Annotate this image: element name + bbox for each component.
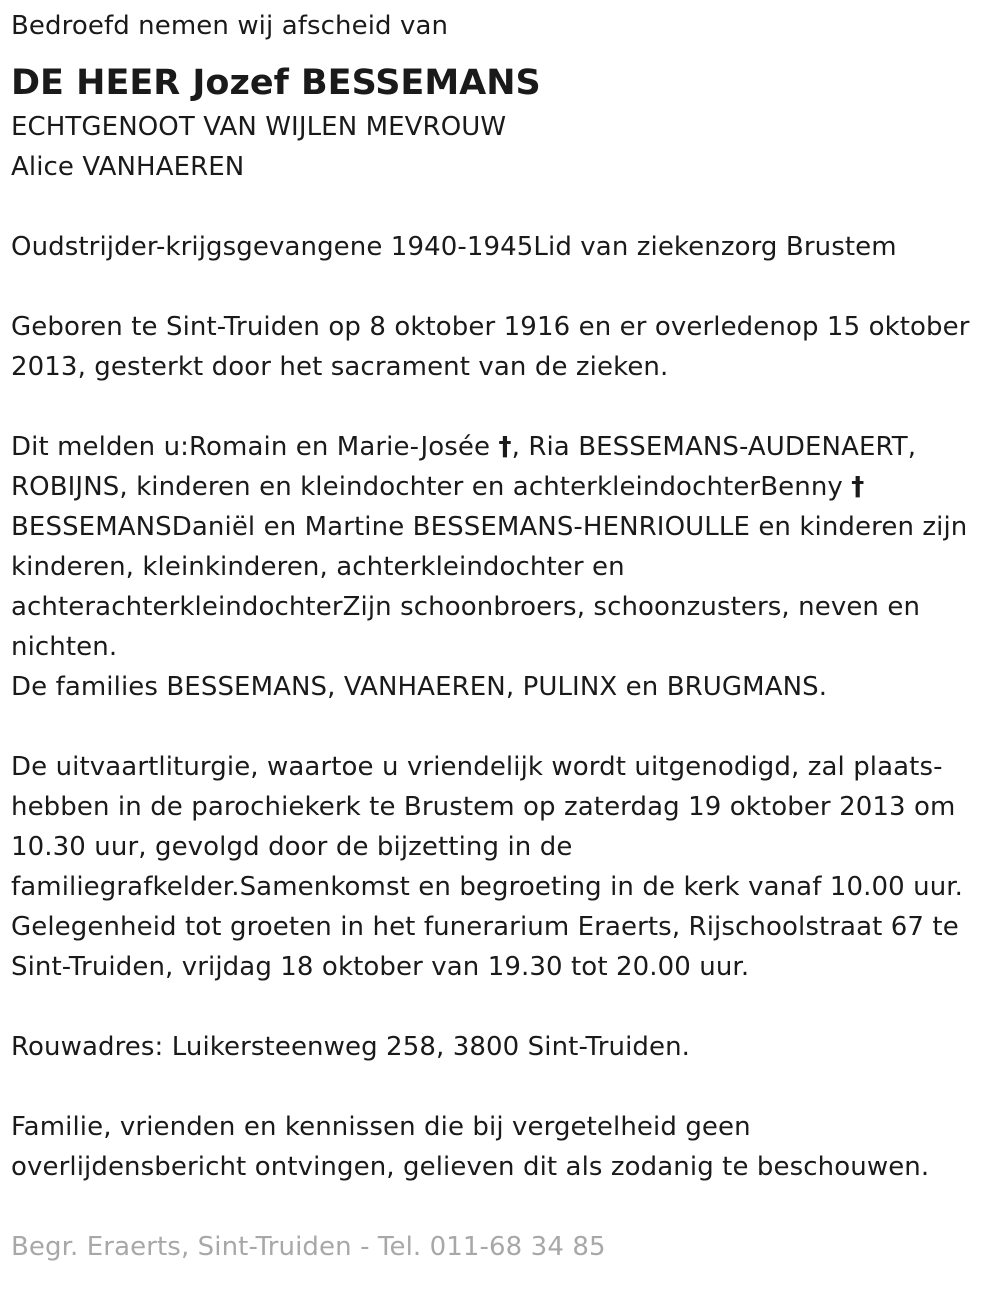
notice-line: Familie, vrienden en kennissen die bij vergetelheid geen <box>11 1112 751 1142</box>
announcement-line: kinderen, kleinkinderen, achterkleindochter en <box>11 552 625 582</box>
funeral-line: familiegrafkelder.Samenkomst en begroeting in de kerk vanaf 10.00 uur. <box>11 872 964 902</box>
spacer <box>11 987 991 1027</box>
spacer <box>11 1067 991 1107</box>
spouse-line-1: ECHTGENOOT VAN WIJLEN MEVROUW <box>11 112 507 142</box>
funeral-line: Gelegenheid tot groeten in het funerarium Eraerts, Rijschoolstraat 67 te <box>11 912 959 942</box>
funeral-line: hebben in de parochiekerk te Brustem op zaterdag 19 oktober 2013 om <box>11 792 956 822</box>
spacer <box>11 267 991 307</box>
announcement-text: ROBIJNS, kinderen en kleindochter en achterkleindochterBenny <box>11 472 852 502</box>
spacer <box>11 387 991 427</box>
announcement-line: achterachterkleindochterZijn schoonbroers, schoonzusters, neven en <box>11 592 921 622</box>
funeral-home-footer: Begr. Eraerts, Sint-Truiden - Tel. 011-68 34 85 <box>11 1232 606 1262</box>
notice-paragraph <box>11 1107 991 1187</box>
cross-icon: † <box>851 472 865 502</box>
funeral-line: Sint-Truiden, vrijdag 18 oktober van 19.30 tot 20.00 uur. <box>11 952 750 982</box>
funeral-line: 10.30 uur, gevolgd door de bijzetting in de <box>11 832 573 862</box>
announcement-line <box>11 467 991 507</box>
birth-paragraph <box>11 307 991 387</box>
obituary <box>11 6 991 1267</box>
funeral-line: De uitvaartliturgie, waartoe u vriendelijk wordt uitgenodigd, zal plaats- <box>11 752 943 782</box>
mourning-address: Rouwadres: Luikersteenweg 258, 3800 Sint-Truiden. <box>11 1032 691 1062</box>
spouse-line-2: Alice VANHAEREN <box>11 152 245 182</box>
funeral-paragraph <box>11 747 991 987</box>
announcement-line <box>11 427 991 467</box>
birth-line: Geboren te Sint-Truiden op 8 oktober 1916 en er overledenop 15 oktober <box>11 312 970 342</box>
announcement-text: Dit melden u:Romain en Marie-Josée <box>11 432 499 462</box>
spacer <box>11 1187 991 1227</box>
cross-icon: † <box>498 432 512 462</box>
notice-line: overlijdensbericht ontvingen, gelieven dit als zodanig te beschouwen. <box>11 1152 930 1182</box>
intro-text: Bedroefd nemen wij afscheid van <box>11 11 449 41</box>
spacer <box>11 707 991 747</box>
announcement-line: nichten. <box>11 632 118 662</box>
families-line: De families BESSEMANS, VANHAEREN, PULINX en BRUGMANS. <box>11 672 828 702</box>
deceased-name: DE HEER Jozef BESSEMANS <box>11 63 541 103</box>
announcement-paragraph <box>11 427 991 707</box>
affiliation-text: Oudstrijder-krijgsgevangene 1940-1945Lid van ziekenzorg Brustem <box>11 232 897 262</box>
announcement-line: BESSEMANSDaniël en Martine BESSEMANS-HENRIOULLE en kinderen zijn <box>11 512 968 542</box>
birth-line: 2013, gesterkt door het sacrament van de zieken. <box>11 352 669 382</box>
announcement-text: , Ria BESSEMANS-AUDENAERT, <box>511 432 917 462</box>
spacer <box>11 187 991 227</box>
